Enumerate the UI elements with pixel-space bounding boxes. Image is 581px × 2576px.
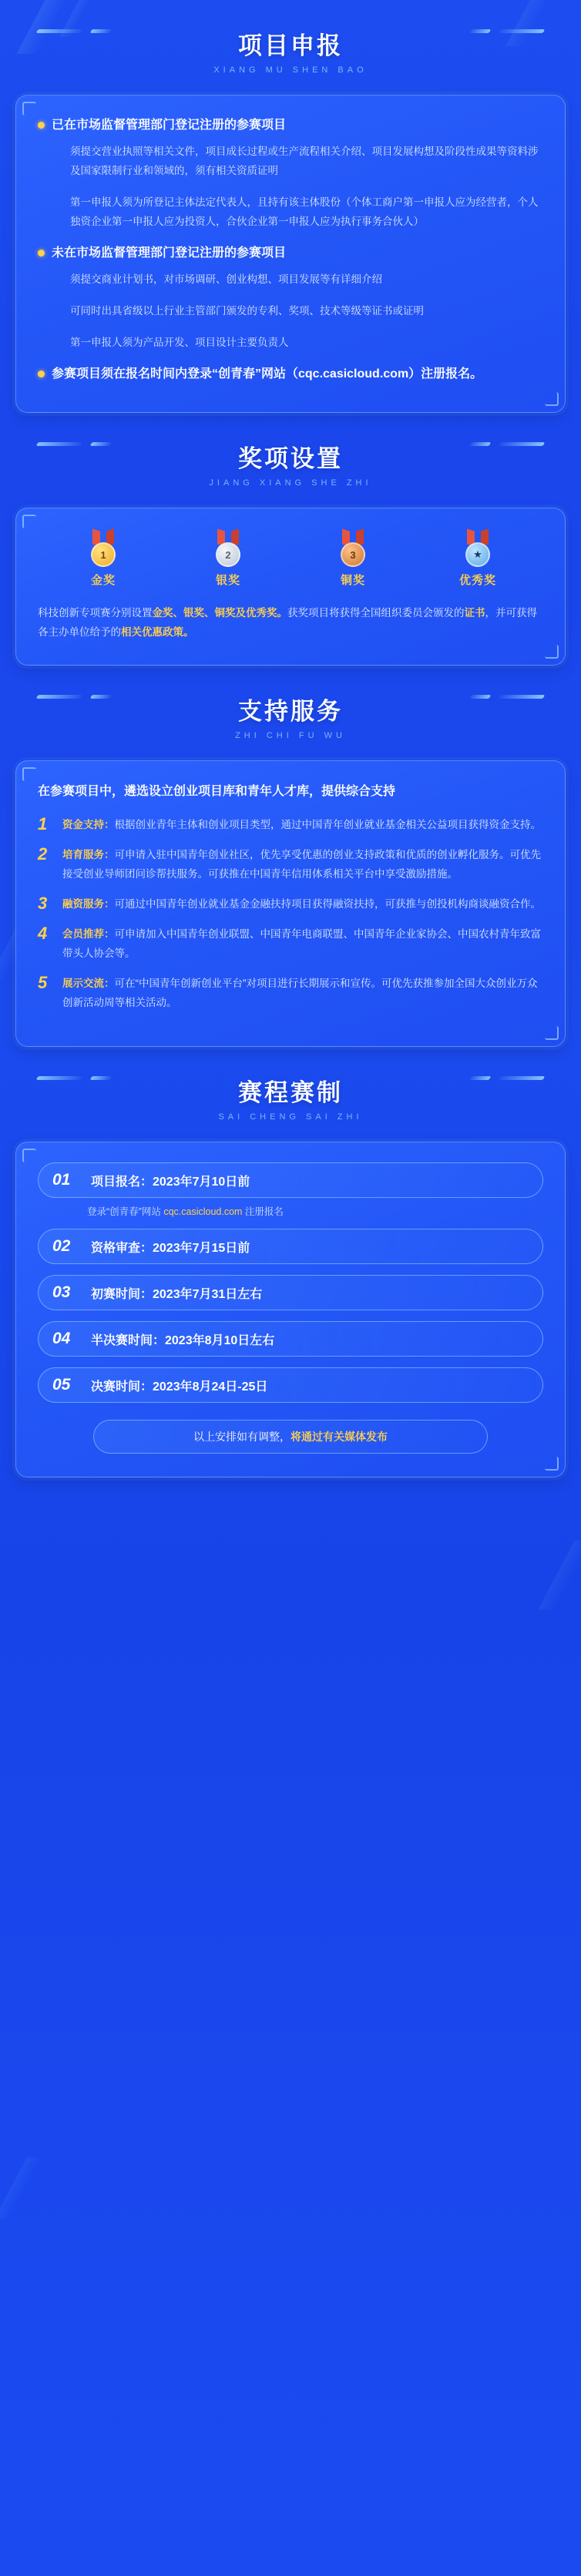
support-item-body: 可通过中国青年创业就业基金金融扶持项目获得融资扶持，可获推与创投机构商谈融资合作。 (114, 898, 541, 910)
section-title-cn: 奖项设置 (238, 445, 343, 472)
header-deco-bar-right (499, 1076, 546, 1080)
decor-stripe (538, 1541, 581, 1610)
schedule-footer-note (93, 1420, 488, 1454)
schedule-row-text: 决赛时间：2023年8月24日-25日 (91, 1380, 268, 1394)
header-deco-bar-left (36, 695, 83, 699)
schedule-row (38, 1275, 543, 1310)
support-item-body: 可申请加入中国青年创业联盟、中国青年电商联盟、中国青年企业家协会、中国农村青年致富带头人协会等。 (62, 928, 541, 959)
award-item (173, 532, 284, 588)
schedule-row-number: 04 (52, 1330, 71, 1347)
schedule-row-text: 半决赛时间：2023年8月10日左右 (91, 1333, 275, 1347)
support-item-label: 融资服务： (62, 898, 115, 910)
awards-card (15, 508, 566, 666)
awards-note-text: ，并可获得各主办单位给予的 (38, 607, 537, 638)
decor-stripe (0, 2157, 41, 2219)
section-title-cn: 支持服务 (238, 698, 343, 725)
gold-medal-icon: 1 (86, 532, 121, 567)
schedule-subnote-suffix: 注册报名 (242, 1206, 284, 1217)
header-deco-bar-left (36, 1076, 83, 1080)
declaration-block-title: 未在市场监督管理部门登记注册的参赛项目 (38, 243, 543, 263)
support-item-text (62, 815, 541, 834)
award-item (49, 532, 159, 588)
support-item-body: 根据创业青年主体和创业项目类型，通过中国青年创业就业基金相关公益项目获得资金支持。 (114, 819, 541, 830)
bronze-medal-icon: 3 (335, 532, 371, 567)
awards-note-highlight: 证书 (464, 607, 485, 619)
awards-note (38, 603, 543, 642)
awards-list (38, 528, 543, 595)
support-item-number: 4 (38, 924, 48, 943)
support-item-body: 可申请入驻中国青年创业社区，优先享受优惠的创业支持政策和优质的创业孵化服务。可优先接受创业导师团问诊帮扶服务。可获推在中国青年信用体系相关平台中享受激励措施。 (62, 849, 541, 880)
section-header-declaration (0, 0, 581, 84)
schedule-row-number: 01 (52, 1171, 71, 1189)
header-deco-bar-left (90, 442, 113, 446)
schedule-row (38, 1229, 543, 1264)
declaration-block-title: 已在市场监督管理部门登记注册的参赛项目 (38, 116, 543, 136)
section-title-en: SAI CHENG SAI ZHI (218, 1112, 363, 1122)
declaration-paragraph: 须提交营业执照等相关文件，项目成长过程或生产流程相关介绍、项目发展构想及阶段性成果等资料涉及国家限制行业和领域的，须有相关资质证明 (70, 146, 539, 176)
support-item (38, 815, 543, 834)
bullet-dot-icon (38, 250, 45, 257)
bullet-dot-icon (38, 371, 45, 377)
support-item-text (62, 974, 543, 1012)
support-item-number: 3 (38, 894, 48, 913)
section-title-en: XIANG MU SHEN BAO (213, 65, 368, 75)
header-deco-bar-right (499, 442, 546, 446)
support-item (38, 845, 543, 884)
header-deco-bar-left (90, 695, 113, 699)
support-item-number: 5 (38, 973, 48, 992)
award-item (423, 532, 533, 588)
schedule-footer-prefix: 以上安排如有调整， (193, 1431, 290, 1443)
section-title-en: ZHI CHI FU WU (235, 731, 346, 740)
schedule-row (38, 1367, 543, 1403)
schedule-card (15, 1142, 566, 1478)
section-title-cn: 项目申报 (238, 32, 343, 59)
support-intro: 在参赛项目中，遴选设立创业项目库和青年人才库，提供综合支持 (38, 785, 396, 798)
awards-note-highlight: 相关优惠政策。 (121, 626, 194, 638)
header-deco-bar-left (90, 1076, 113, 1080)
support-item-label: 展示交流： (62, 978, 115, 989)
declaration-paragraph: 可同时出具省级以上行业主管部门颁发的专利、奖项、技术等级等证书或证明 (70, 305, 424, 317)
support-card (15, 760, 566, 1047)
excellent-medal-icon: ★ (460, 532, 495, 567)
header-deco-bar-right (499, 695, 546, 699)
support-item-number: 1 (38, 814, 48, 834)
header-deco-bar-right (469, 442, 492, 446)
header-deco-bar-right (469, 29, 492, 33)
support-item-label: 资金支持： (62, 819, 115, 830)
award-label: 优秀奖 (458, 574, 496, 587)
schedule-subnote-prefix: 登录“创青春”网站 (87, 1206, 164, 1217)
support-item (38, 974, 543, 1012)
declaration-card (15, 95, 566, 413)
bullet-dot-icon (38, 122, 45, 129)
support-item (38, 894, 543, 914)
schedule-row-text: 项目报名：2023年7月10日前 (91, 1175, 250, 1189)
awards-note-text: 科技创新专项赛分别设置 (38, 607, 153, 619)
header-deco-bar-left (36, 29, 83, 33)
support-item-label: 会员推荐： (62, 928, 115, 940)
declaration-paragraph: 第一申报人须为所登记主体法定代表人，且持有该主体股份（个体工商户第一申报人应为经营者，个人独资企业第一申报人应为投资人，合伙企业第一申报人应为执行事务合伙人） (70, 196, 539, 227)
award-label: 铜奖 (340, 574, 365, 587)
support-item-number: 2 (38, 844, 48, 864)
support-item-text (62, 845, 543, 884)
support-item (38, 924, 543, 963)
header-deco-bar-left (90, 29, 113, 33)
section-title-en: JIANG XIANG SHE ZHI (209, 478, 372, 488)
section-title-cn: 赛程赛制 (238, 1079, 343, 1106)
section-header-support (0, 666, 581, 750)
schedule-row-text: 资格审查：2023年7月15日前 (91, 1241, 250, 1255)
schedule-row-text: 初赛时间：2023年7月31日左右 (91, 1287, 263, 1301)
award-label: 金奖 (90, 574, 116, 587)
header-deco-bar-right (469, 1076, 492, 1080)
header-deco-bar-right (469, 695, 492, 699)
support-item-body: 可在“中国青年创新创业平台”对项目进行长期展示和宣传。可优先获推参加全国大众创业万众创新活动周等相关活动。 (62, 978, 538, 1008)
declaration-paragraph: 须提交商业计划书，对市场调研、创业构想、项目发展等有详细介绍 (70, 273, 382, 285)
support-item-text (62, 894, 541, 914)
schedule-row-number: 05 (52, 1376, 71, 1394)
declaration-paragraph: 第一申报人须为产品开发、项目设计主要负责人 (70, 337, 289, 348)
schedule-footer-highlight: 将通过有关媒体发布 (290, 1431, 388, 1443)
schedule-subnote-site[interactable]: cqc.casicloud.com (163, 1206, 243, 1217)
schedule-row (38, 1162, 543, 1198)
section-header-schedule (0, 1047, 581, 1131)
header-deco-bar-left (36, 442, 83, 446)
award-label: 银奖 (215, 574, 240, 587)
schedule-row (38, 1321, 543, 1357)
award-item (298, 532, 408, 588)
schedule-row-subnote (87, 1204, 543, 1218)
support-item-label: 培育服务： (62, 849, 115, 860)
declaration-registration-note: 参赛项目须在报名时间内登录“创青春”网站（cqc.casicloud.com）注册报名。 (38, 364, 543, 384)
schedule-row-number: 03 (52, 1283, 71, 1301)
section-header-awards (0, 413, 581, 497)
header-deco-bar-right (499, 29, 546, 33)
support-item-text (62, 924, 543, 963)
schedule-row-number: 02 (52, 1237, 71, 1255)
awards-note-highlight: 金奖、银奖、铜奖及优秀奖。 (152, 607, 287, 619)
silver-medal-icon: 2 (210, 532, 246, 567)
awards-note-text: 获奖项目将获得全国组织委员会颁发的 (287, 607, 465, 619)
